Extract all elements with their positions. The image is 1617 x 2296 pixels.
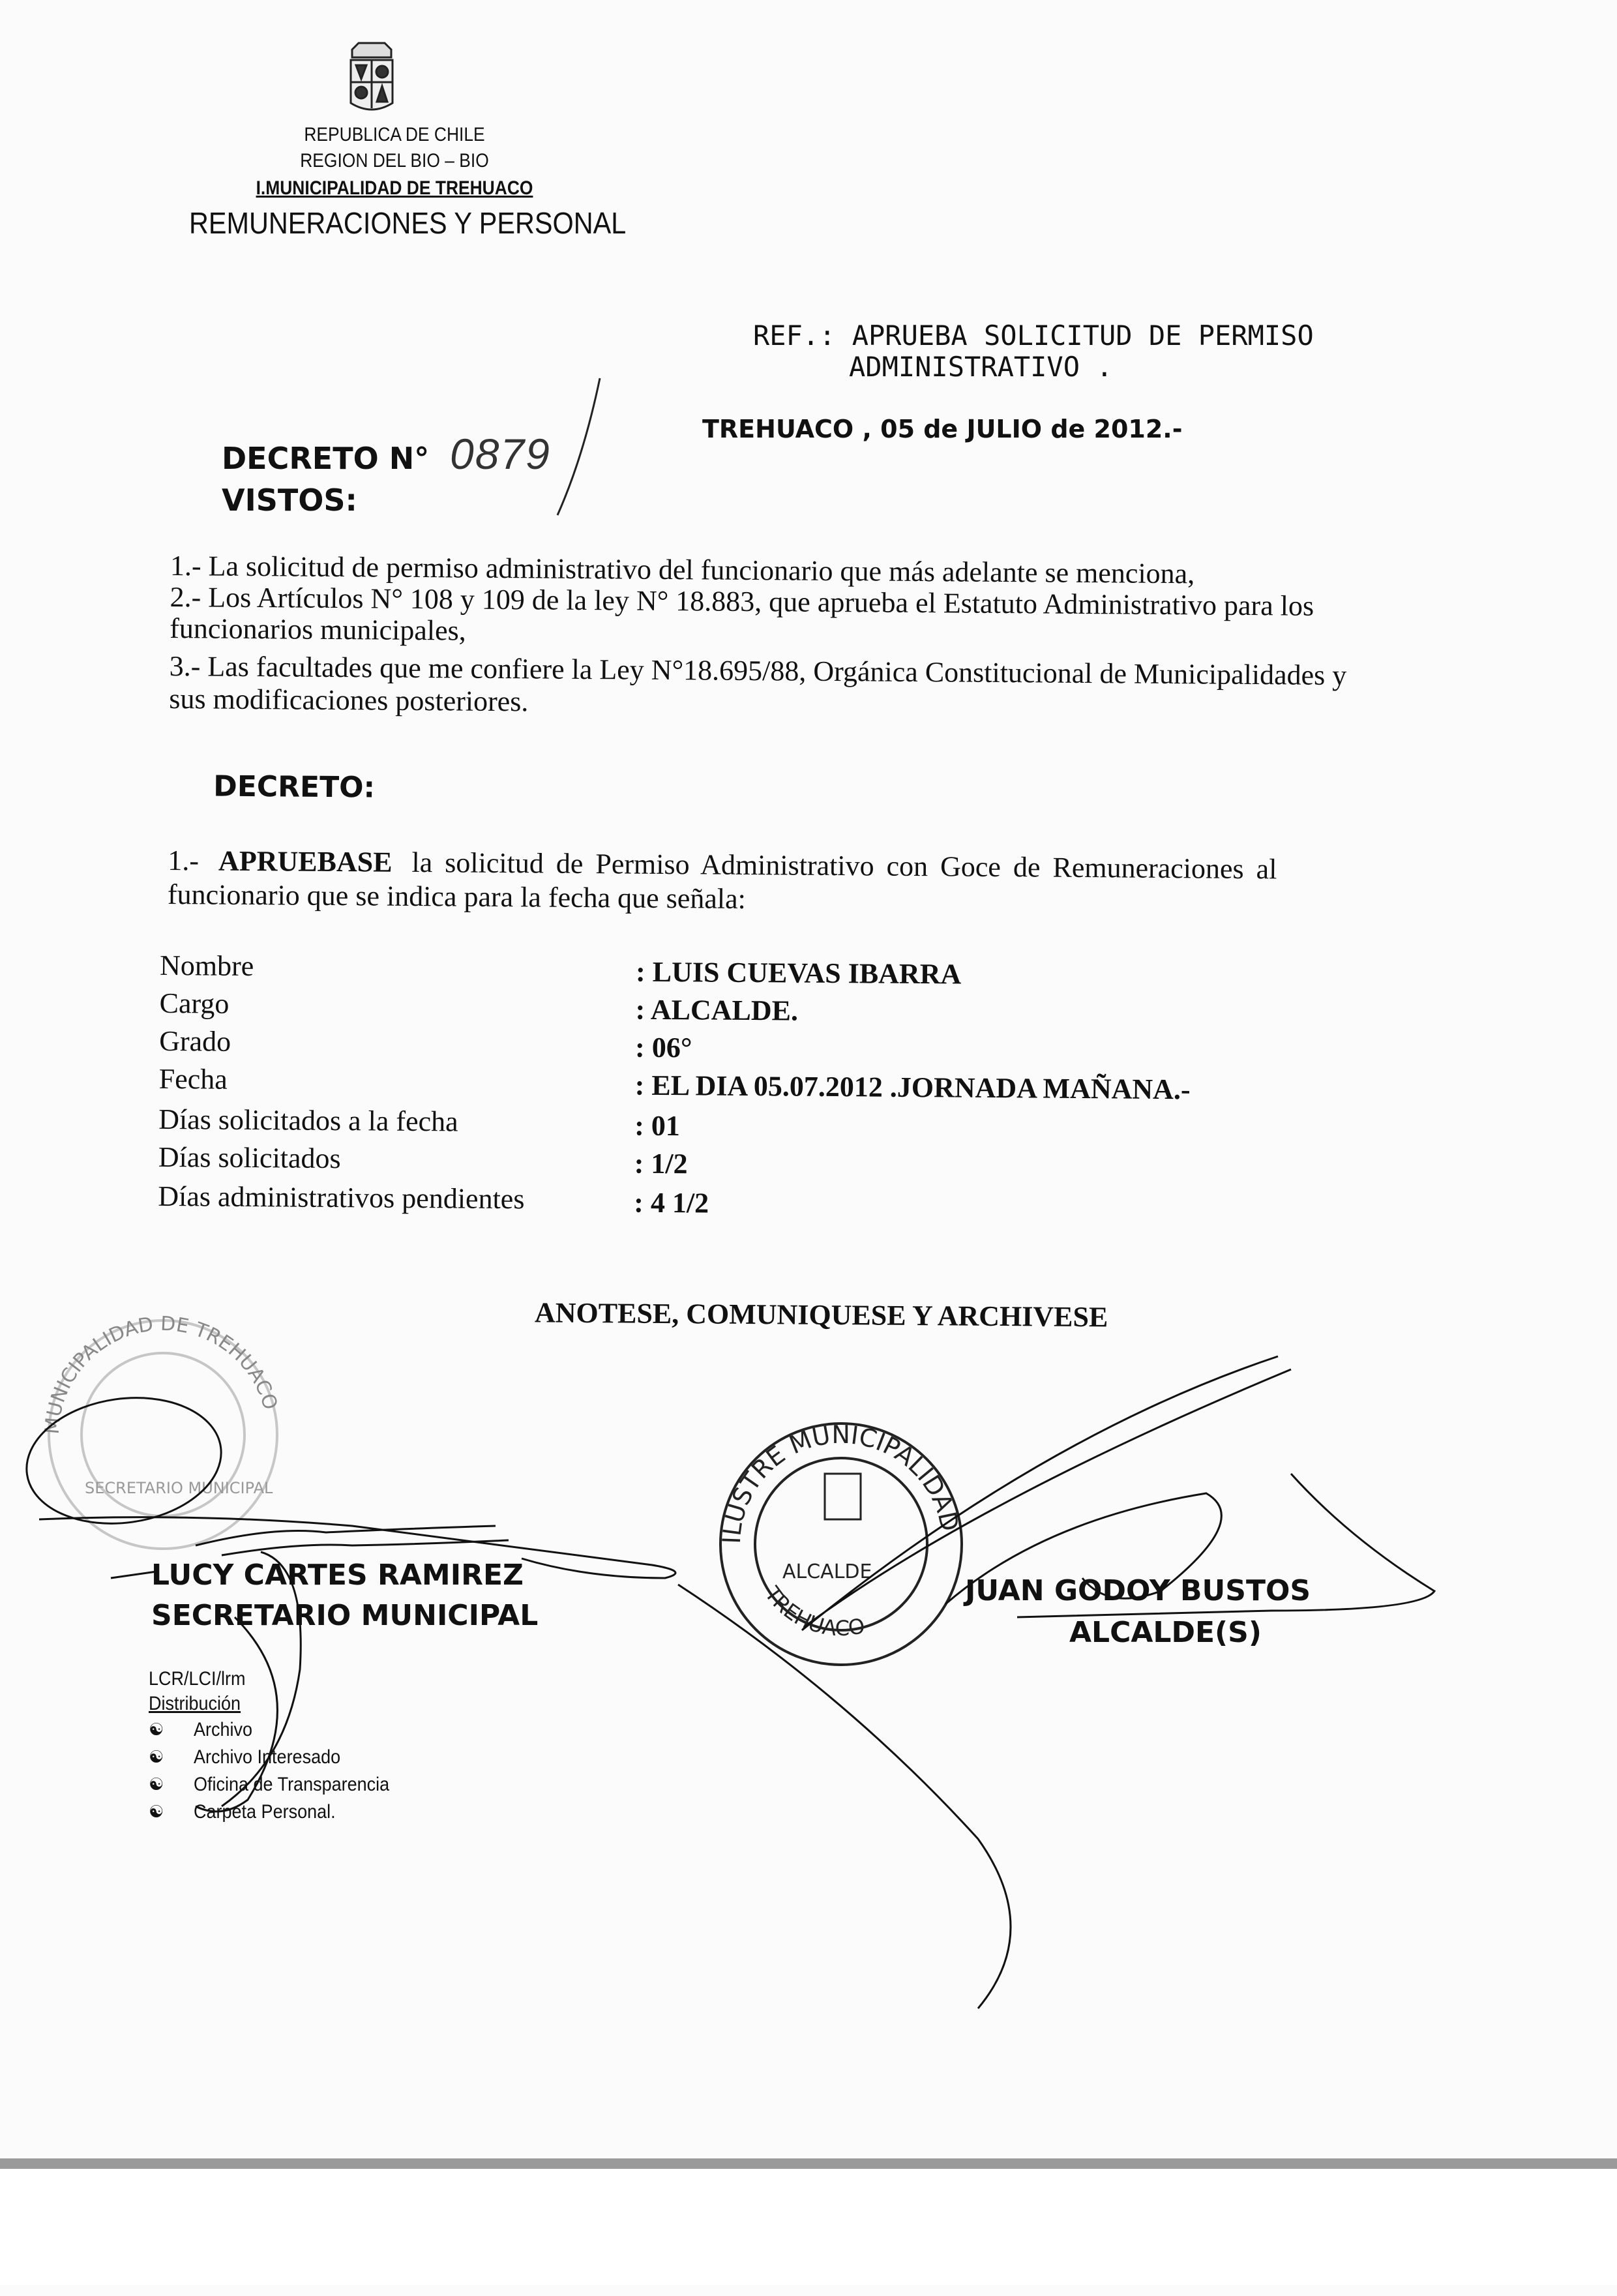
bullet-icon: ☯ bbox=[149, 1748, 164, 1767]
left-stamp-top-text: MUNICIPALIDAD DE TREHUACO bbox=[40, 1312, 282, 1435]
distribution-item: Archivo Interesado bbox=[194, 1746, 341, 1768]
detail-label-cargo: Cargo bbox=[159, 987, 230, 1020]
ref-line-2: ADMINISTRATIVO . bbox=[849, 351, 1113, 383]
header-country: REPUBLICA DE CHILE bbox=[304, 124, 485, 145]
bullet-icon: ☯ bbox=[149, 1720, 164, 1740]
right-stamp-middle-text: ALCALDE bbox=[782, 1560, 872, 1583]
detail-label-dias-a-la-fecha: Días solicitados a la fecha bbox=[158, 1103, 458, 1138]
right-signatory-name: JUAN GODOY BUSTOS bbox=[965, 1574, 1311, 1607]
distribution-item: Carpeta Personal. bbox=[194, 1801, 336, 1823]
closing-formula: ANOTESE, COMUNIQUESE Y ARCHIVESE bbox=[534, 1296, 1108, 1334]
header-department: REMUNERACIONES Y PERSONAL bbox=[189, 206, 627, 240]
vistos-item-1: 1.- La solicitud de permiso administrativo del funcionario que más adelante se menciona, bbox=[170, 550, 1195, 590]
scan-bottom-margin bbox=[0, 2169, 1617, 2285]
right-stamp-bottom-text: TREHUACO bbox=[760, 1581, 867, 1641]
ref-line-1: REF.: APRUEBA SOLICITUD DE PERMISO bbox=[753, 320, 1314, 351]
detail-label-grado: Grado bbox=[159, 1024, 231, 1058]
distribution-item: Oficina de Transparencia bbox=[194, 1774, 390, 1795]
header-region: REGION DEL BIO – BIO bbox=[300, 150, 489, 171]
vistos-item-3-cont: sus modificaciones posteriores. bbox=[169, 683, 529, 718]
distribution-label: Distribución bbox=[149, 1693, 241, 1714]
detail-value-dias-a-la-fecha: : 01 bbox=[634, 1109, 681, 1142]
decree-number-label: DECRETO N° bbox=[222, 441, 430, 476]
detail-value-dias-pendientes: : 4 1/2 bbox=[634, 1186, 709, 1219]
decreto-item-number: 1.- bbox=[168, 844, 200, 877]
detail-value-dias-solicitados: : 1/2 bbox=[634, 1147, 688, 1180]
decreto-item-verb: APRUEBASE bbox=[218, 844, 393, 878]
detail-label-nombre: Nombre bbox=[159, 949, 254, 983]
initials: LCR/LCI/lrm bbox=[149, 1668, 246, 1690]
vistos-item-2-cont: funcionarios municipales, bbox=[169, 612, 466, 647]
vistos-item-3: 3.- Las facultades que me confiere la Ley N°18.695/88, Orgánica Constitucional de Municipalidades y bbox=[169, 650, 1347, 692]
detail-label-dias-solicitados: Días solicitados bbox=[158, 1141, 341, 1175]
right-stamp-top-text: ILUSTRE MUNICIPALIDAD bbox=[717, 1420, 964, 1545]
detail-label-dias-pendientes: Días administrativos pendientes bbox=[158, 1180, 525, 1215]
header-municipality: I.MUNICIPALIDAD DE TREHUACO bbox=[256, 177, 533, 199]
decreto-item-text: la solicitud de Permiso Administrativo con Goce de Remuneraciones al bbox=[411, 846, 1277, 886]
detail-value-fecha: : EL DIA 05.07.2012 .JORNADA MAÑANA.- bbox=[634, 1069, 1191, 1106]
scan-edge-divider bbox=[0, 2158, 1617, 2169]
place-date: TREHUACO , 05 de JULIO de 2012.- bbox=[702, 415, 1183, 443]
vistos-item-2: 2.- Los Artículos N° 108 y 109 de la ley N° 18.883, que aprueba el Estatuto Administrativo para los bbox=[170, 581, 1314, 622]
bullet-icon: ☯ bbox=[149, 1802, 164, 1822]
left-stamp-bottom-text: SECRETARIO MUNICIPAL bbox=[85, 1479, 273, 1497]
decree-number-handwritten: 0879 bbox=[450, 430, 551, 478]
detail-value-grado: : 06° bbox=[634, 1031, 692, 1064]
detail-label-fecha: Fecha bbox=[158, 1062, 228, 1096]
decreto-item-1-cont: funcionario que se indica para la fecha que señala: bbox=[167, 878, 747, 915]
detail-value-cargo: : ALCALDE. bbox=[635, 993, 799, 1027]
distribution-item: Archivo bbox=[194, 1719, 253, 1740]
detail-value-nombre: : LUIS CUEVAS IBARRA bbox=[635, 955, 962, 991]
vistos-label: VISTOS: bbox=[222, 483, 357, 518]
left-signatory-name: LUCY CARTES RAMIREZ bbox=[151, 1558, 524, 1592]
right-signatory-title: ALCALDE(S) bbox=[1069, 1616, 1262, 1649]
bullet-icon: ☯ bbox=[149, 1775, 164, 1795]
left-signatory-title: SECRETARIO MUNICIPAL bbox=[151, 1599, 539, 1632]
decreto-label: DECRETO: bbox=[213, 769, 376, 805]
